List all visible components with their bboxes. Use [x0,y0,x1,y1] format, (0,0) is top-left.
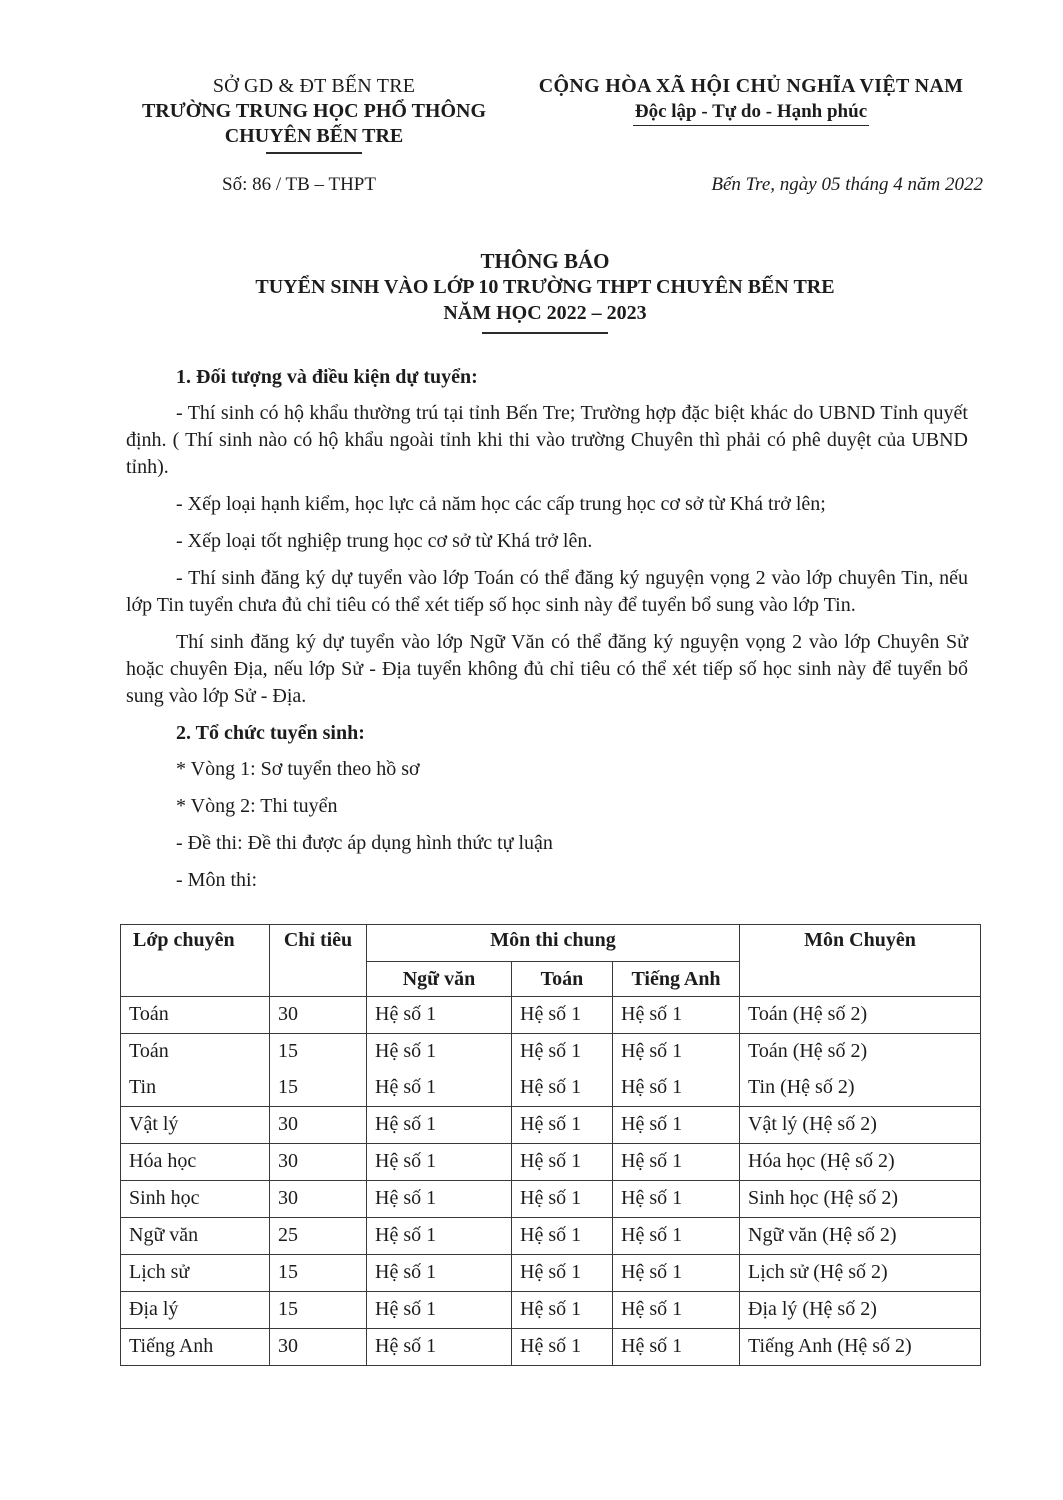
table-row [121,1107,981,1144]
header-english: Tiếng Anh [613,962,740,997]
title-line1: THÔNG BÁO [480,249,610,273]
cell-class: Tiếng Anh [121,1329,270,1366]
cell-english: Hệ số 1 [613,1107,740,1144]
header-math: Toán [512,962,613,997]
table-row [121,1292,981,1329]
title-line3: NĂM HỌC 2022 – 2023 [443,302,647,324]
cell-english: Hệ số 1 [613,1070,740,1107]
cell-quota: 30 [270,1144,367,1181]
cell-english: Hệ số 1 [613,1218,740,1255]
round1-text: * Vòng 1: Sơ tuyển theo hồ sơ [176,758,420,780]
cell-math: Hệ số 1 [512,997,613,1034]
cell-literature: Hệ số 1 [367,1255,512,1292]
subjects-label: - Môn thi: [176,869,258,891]
cell-specialty: Ngữ văn (Hệ số 2) [740,1218,981,1255]
cell-specialty: Địa lý (Hệ số 2) [740,1292,981,1329]
cell-math: Hệ số 1 [512,1034,613,1071]
table-row [121,997,981,1034]
section2-heading: 2. Tổ chức tuyển sinh: [176,722,365,744]
cell-math: Hệ số 1 [512,1329,613,1366]
header-quota: Chỉ tiêu [270,925,367,997]
cell-specialty: Sinh học (Hệ số 2) [740,1181,981,1218]
issuer-block [118,74,510,154]
republic-name: CỘNG HÒA XÃ HỘI CHỦ NGHĨA VIỆT NAM [538,75,964,97]
school-name-line1: TRƯỜNG TRUNG HỌC PHỔ THÔNG [141,100,487,122]
cell-specialty: Tin (Hệ số 2) [740,1070,981,1107]
cell-class: Vật lý [121,1107,270,1144]
cell-specialty: Toán (Hệ số 2) [740,997,981,1034]
school-name-line2: CHUYÊN BẾN TRE [224,125,404,147]
cell-quota: 15 [270,1292,367,1329]
cell-math: Hệ số 1 [512,1255,613,1292]
table-row [121,1181,981,1218]
cell-class: Địa lý [121,1292,270,1329]
cell-quota: 15 [270,1034,367,1071]
national-header [522,74,980,126]
cell-math: Hệ số 1 [512,1107,613,1144]
cell-math: Hệ số 1 [512,1144,613,1181]
cell-literature: Hệ số 1 [367,1181,512,1218]
header-class: Lớp chuyên [121,925,270,997]
cell-literature: Hệ số 1 [367,1034,512,1071]
cell-quota: 15 [270,1070,367,1107]
section1-paragraph-2: - Xếp loại hạnh kiểm, học lực cả năm học các cấp trung học cơ sở từ Khá trở lên; [176,493,826,515]
cell-specialty: Tiếng Anh (Hệ số 2) [740,1329,981,1366]
table-row [121,1070,981,1107]
cell-specialty: Vật lý (Hệ số 2) [740,1107,981,1144]
cell-literature: Hệ số 1 [367,1107,512,1144]
cell-class: Lịch sử [121,1255,270,1292]
cell-class: Hóa học [121,1144,270,1181]
cell-specialty: Lịch sử (Hệ số 2) [740,1255,981,1292]
table-row [121,1218,981,1255]
cell-literature: Hệ số 1 [367,1070,512,1107]
section1-paragraph-5: Thí sinh đăng ký dự tuyển vào lớp Ngữ Văn có thể đăng ký nguyện vọng 2 vào lớp Chuyên Sử hoặc chuyên Địa, nếu lớp Sử - Địa tuyển không đủ chỉ tiêu có thể xét tiếp số học sinh này để tuyển bổ sung vào lớp Sử - Địa. [126,631,968,707]
header-specialty: Môn Chuyên [740,925,981,997]
table-header-row [121,925,981,962]
cell-math: Hệ số 1 [512,1070,613,1107]
cell-specialty: Toán (Hệ số 2) [740,1034,981,1071]
cell-english: Hệ số 1 [613,997,740,1034]
round2-text: * Vòng 2: Thi tuyển [176,795,338,817]
cell-quota: 30 [270,1329,367,1366]
table-row [121,1255,981,1292]
cell-class: Tin [121,1070,270,1107]
cell-literature: Hệ số 1 [367,997,512,1034]
cell-english: Hệ số 1 [613,1034,740,1071]
cell-math: Hệ số 1 [512,1292,613,1329]
cell-english: Hệ số 1 [613,1144,740,1181]
cell-quota: 30 [270,1181,367,1218]
cell-math: Hệ số 1 [512,1181,613,1218]
subjects-table [120,924,981,1366]
table-row [121,1144,981,1181]
cell-specialty: Hóa học (Hệ số 2) [740,1144,981,1181]
section1-heading: 1. Đối tượng và điều kiện dự tuyển: [176,366,478,388]
cell-english: Hệ số 1 [613,1329,740,1366]
header-literature: Ngữ văn [367,962,512,997]
section1-paragraph-1: - Thí sinh có hộ khẩu thường trú tại tỉnh Bến Tre; Trường hợp đặc biệt khác do UBND Tỉnh quyết định. ( Thí sinh nào có hộ khẩu ngoài tỉnh khi thi vào trường Chuyên thì phải có phê duyệt của UBND tỉnh). [126,402,968,478]
cell-literature: Hệ số 1 [367,1144,512,1181]
cell-literature: Hệ số 1 [367,1292,512,1329]
cell-quota: 30 [270,1107,367,1144]
cell-english: Hệ số 1 [613,1292,740,1329]
exam-form-text: - Đề thi: Đề thi được áp dụng hình thức tự luận [176,832,553,854]
cell-class: Toán [121,1034,270,1071]
title-underline [482,332,608,334]
national-motto: Độc lập - Tự do - Hạnh phúc [633,99,869,126]
document-title [0,248,1063,334]
table-row [121,1034,981,1071]
cell-literature: Hệ số 1 [367,1218,512,1255]
title-line2: TUYỂN SINH VÀO LỚP 10 TRƯỜNG THPT CHUYÊN BẾN TRE [255,276,835,298]
cell-english: Hệ số 1 [613,1255,740,1292]
cell-literature: Hệ số 1 [367,1329,512,1366]
cell-math: Hệ số 1 [512,1218,613,1255]
cell-quota: 30 [270,997,367,1034]
cell-quota: 25 [270,1218,367,1255]
table-row [121,1329,981,1366]
section1-paragraph-4: - Thí sinh đăng ký dự tuyển vào lớp Toán có thể đăng ký nguyện vọng 2 vào lớp chuyên Tin, nếu lớp Tin tuyển chưa đủ chỉ tiêu có thể xét tiếp số học sinh này để tuyển bổ sung vào lớp Tin. [126,567,968,616]
cell-quota: 15 [270,1255,367,1292]
cell-class: Sinh học [121,1181,270,1218]
document-body [126,364,968,904]
cell-class: Ngữ văn [121,1218,270,1255]
header-common-subjects: Môn thi chung [367,925,740,962]
document-date: Bến Tre, ngày 05 tháng 4 năm 2022 [711,174,983,195]
cell-class: Toán [121,997,270,1034]
cell-english: Hệ số 1 [613,1181,740,1218]
department-name: SỞ GD & ĐT BẾN TRE [212,75,416,97]
document-number: Số: 86 / TB – THPT [222,174,376,195]
section1-paragraph-3: - Xếp loại tốt nghiệp trung học cơ sở từ Khá trở lên. [176,530,593,552]
issuer-underline [266,152,362,154]
